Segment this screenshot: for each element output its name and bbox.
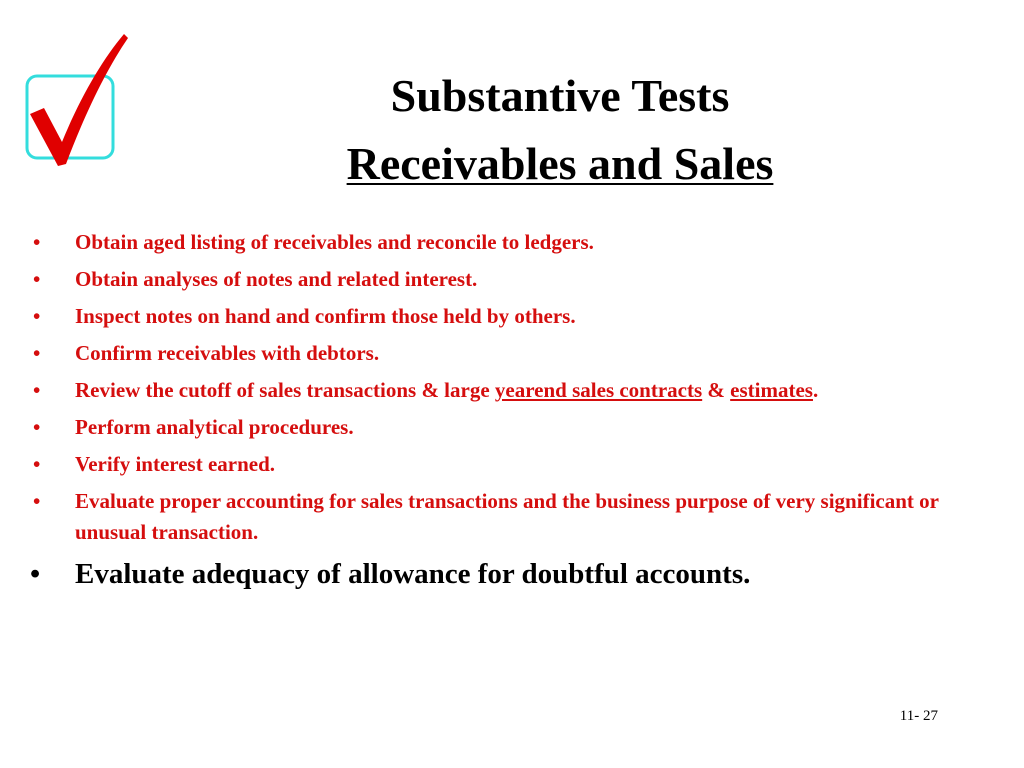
bullet-item (0, 412, 1024, 443)
bullet-marker: • (33, 378, 41, 402)
slide-title-block (230, 62, 890, 198)
bullet-item (0, 264, 1024, 295)
bullet-marker: • (33, 267, 41, 291)
bullet-text: Perform analytical procedures. (75, 415, 354, 439)
checkmark-in-box-icon (22, 30, 134, 170)
bullet-marker: • (33, 415, 41, 439)
yearend-sales-contracts-link[interactable]: yearend sales contracts (494, 378, 703, 402)
bullet-list (0, 227, 1024, 600)
bullet-text: Evaluate proper accounting for sales transactions and the business purpose of very significant or unusual transaction. (75, 489, 939, 544)
bullet-text-part: & (702, 378, 731, 402)
bullet-item (0, 486, 1024, 548)
bullet-item (0, 301, 1024, 332)
slide-title: Substantive Tests (390, 70, 730, 121)
bullet-text-part: . (812, 378, 819, 402)
bullet-marker: • (33, 304, 41, 328)
bullet-item (0, 227, 1024, 258)
bullet-text: Verify interest earned. (75, 452, 276, 476)
bullet-marker: • (33, 489, 41, 513)
bullet-item (0, 449, 1024, 480)
estimates-link[interactable]: estimates (730, 378, 813, 402)
bullet-marker: • (33, 230, 41, 254)
bullet-marker: • (33, 452, 41, 476)
bullet-item (0, 338, 1024, 369)
bullet-text-part: Review the cutoff of sales transactions & large (75, 378, 495, 402)
bullet-text: Evaluate adequacy of allowance for doubtful accounts. (75, 558, 751, 590)
bullet-item-emphasis (0, 554, 1024, 594)
bullet-text: Obtain analyses of notes and related interest. (75, 267, 478, 291)
bullet-text: Inspect notes on hand and confirm those held by others. (75, 304, 576, 328)
bullet-text: Confirm receivables with debtors. (75, 341, 380, 365)
slide-subtitle: Receivables and Sales (346, 138, 774, 189)
page-number: 11- 27 (899, 708, 938, 724)
bullet-marker: • (33, 341, 41, 365)
bullet-item (0, 375, 1024, 406)
bullet-marker: • (30, 558, 41, 590)
bullet-text: Obtain aged listing of receivables and reconcile to ledgers. (75, 230, 594, 254)
